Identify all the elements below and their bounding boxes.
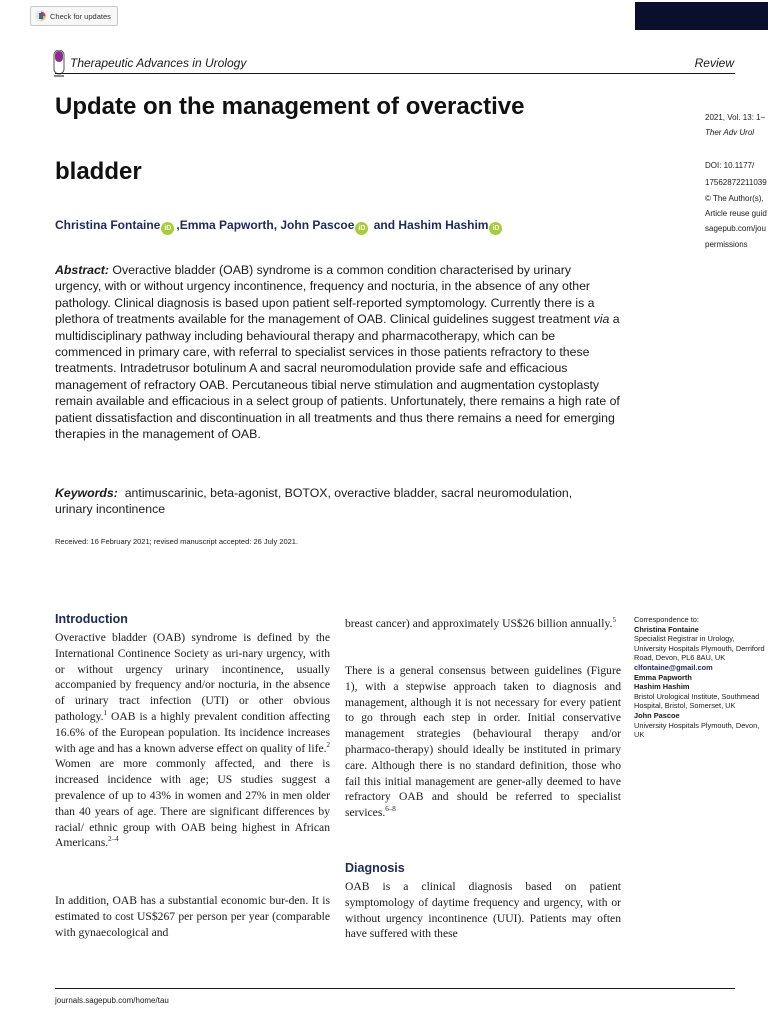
citation-ref[interactable]: 1 xyxy=(103,709,108,718)
abstract xyxy=(55,262,620,442)
meta-doi-label[interactable]: DOI: 10.1177/ xyxy=(705,161,755,170)
correspondence-name: John Pascoe xyxy=(634,710,680,720)
author-list xyxy=(55,218,504,232)
abstract-text-2: a multidisciplinary pathway including behavioural therapy and pharmacotherapy, which can be commenced in primary care, with referral to specialist services in those patients refractory to these treatments. Intradetrusor botulinum A and sacral neuromodulation provide safe and efficacious management of refractory OAB. Percutaneous tibial nerve stimulation and augmentation cystoplasty remain available and efficacious in a select group of patients. Unfortunately, there remains a high rate of patient dissatisfaction and discontinuation in all treatments and thus there remains a need for emerging therapies in the management of OAB. xyxy=(55,312,620,442)
introduction-paragraph-3 xyxy=(345,616,621,632)
author-name[interactable]: Emma Papworth, John Pascoe xyxy=(179,218,355,232)
correspondence-block xyxy=(634,615,768,740)
orcid-icon[interactable]: iD xyxy=(489,222,502,235)
intro-text: In addition, OAB has a substantial economic bur-den. It is estimated to cost US$267 per person per year (comparable with gynaecological and xyxy=(55,894,330,939)
keywords-label: Keywords: xyxy=(55,486,118,500)
intro-text: OAB is a highly prevalent condition affecting 16.6% of the European population. Its incidence increases with age and has a known adverse effect on quality of life. xyxy=(55,709,330,755)
diagnosis-paragraph-1 xyxy=(345,879,621,942)
introduction-paragraph-1 xyxy=(55,630,330,851)
correspondence-label: Correspondence to: xyxy=(634,615,699,624)
orcid-icon[interactable]: iD xyxy=(355,222,368,235)
meta-volume: 2021, Vol. 13: 1– xyxy=(705,113,766,122)
meta-sagepub-link[interactable]: sagepub.com/jou xyxy=(705,224,766,233)
meta-permissions-link[interactable]: permissions xyxy=(705,240,748,249)
citation-ref[interactable]: 2 xyxy=(326,740,330,749)
correspondence-email[interactable]: clfontaine@gmail.com xyxy=(634,662,713,672)
footer-divider xyxy=(55,988,735,989)
intro-text: Overactive bladder (OAB) syndrome is defined by the International Continence Society as uri-nary urgency, with or without urgency urinary incontinence, usually accompanied by frequency and/or nocturia, in the absence of urinary tract infection (UTI) or other obvious pathology. xyxy=(55,631,330,723)
article-title-line-1: Update on the management of overactive xyxy=(55,93,525,120)
introduction-paragraph-2 xyxy=(55,893,330,940)
article-type-label: Review xyxy=(694,56,734,70)
abstract-via: via xyxy=(593,312,610,327)
orcid-icon[interactable]: iD xyxy=(161,222,174,235)
citation-ref[interactable]: 6–8 xyxy=(385,805,396,814)
introduction-heading: Introduction xyxy=(55,612,128,626)
keywords xyxy=(55,485,575,518)
author-name[interactable]: Christina Fontaine xyxy=(55,218,161,232)
meta-copyright: © The Author(s), xyxy=(705,194,764,203)
correspondence-affiliation: University Hospitals Plymouth, Devon, UK xyxy=(634,720,760,740)
meta-reuse-guidelines[interactable]: Article reuse guid xyxy=(705,209,767,218)
header-divider xyxy=(55,73,735,74)
citation-ref[interactable]: 2–4 xyxy=(108,835,119,844)
intro-text: There is a general consensus between guidelines (Figure 1), with a stepwise approach taken to diagnosis and management, although it is not necessary for every patient to go through each step in order. Initial conservative management strategies (behavioural therapy and/or pharmaco-therapy) should ideally be instituted in primary care. Although there is no standard definition, those who fail this initial management are gener-ally deemed to have refractory OAB and should be referred to specialist services. xyxy=(345,664,621,820)
meta-journal-abbrev: Ther Adv Urol xyxy=(705,128,755,137)
article-title-line-2: bladder xyxy=(55,158,142,185)
citation-ref[interactable]: 5 xyxy=(612,616,616,625)
diagnosis-text: OAB is a clinical diagnosis based on patient symptomology of daytime frequency and urgency, with or without urgency incontinence (UUI). Patients may often have suffered with these xyxy=(345,880,621,941)
correspondence-name: Emma Papworth xyxy=(634,672,692,682)
author-separator: , xyxy=(176,218,180,232)
abstract-text-1: Overactive bladder (OAB) syndrome is a common condition characterised by urinary urgency, with or without urgency incontinence, frequency and nocturia, in the absence of any other pathology. Clinical diagnosis is based upon patient self-reported symptomology. Currently there is a plethora of treatments available for the management of OAB. Clinical guidelines suggest treatment xyxy=(55,263,595,327)
meta-doi-number[interactable]: 17562872211039 xyxy=(705,178,767,187)
keywords-text: antimuscarinic, beta-agonist, BOTOX, overactive bladder, sacral neuromodulation, urinary incontinence xyxy=(55,486,573,517)
diagnosis-heading: Diagnosis xyxy=(345,861,405,875)
author-name[interactable]: Hashim Hashim xyxy=(398,218,489,232)
correspondence-name: Christina Fontaine xyxy=(634,624,699,634)
check-updates-label: Check for updates xyxy=(50,11,111,21)
abstract-label: Abstract: xyxy=(55,263,109,277)
intro-text: breast cancer) and approximately US$26 billion annually. xyxy=(345,617,613,630)
received-dates: Received: 16 February 2021; revised manuscript accepted: 26 July 2021. xyxy=(55,537,299,546)
check-for-updates-button[interactable] xyxy=(30,6,118,26)
correspondence-name: Hashim Hashim xyxy=(634,682,690,692)
journal-name[interactable]: Therapeutic Advances in Urology xyxy=(70,56,247,70)
footer-journal-url[interactable]: journals.sagepub.com/home/tau xyxy=(55,996,169,1005)
correspondence-affiliation: Specialist Registrar in Urology, University Hospitals Plymouth, Derriford Road, Devon, PL6 8AU, UK xyxy=(634,634,765,663)
author-separator: and xyxy=(370,218,399,232)
correspondence-affiliation: Bristol Urological Institute, Southmead Hospital, Bristol, Somerset, UK xyxy=(634,691,760,711)
introduction-paragraph-4 xyxy=(345,663,621,821)
intro-text: Women are more commonly affected, and there is increased incidence with age; US studies suggest a prevalence of up to 43% in women and 27% in men older than 40 years of age. There are significant differences by racial/ ethnic group with OAB being highest in African Americans. xyxy=(55,757,330,850)
header-dark-block xyxy=(635,2,768,30)
crossmark-icon xyxy=(35,10,47,22)
